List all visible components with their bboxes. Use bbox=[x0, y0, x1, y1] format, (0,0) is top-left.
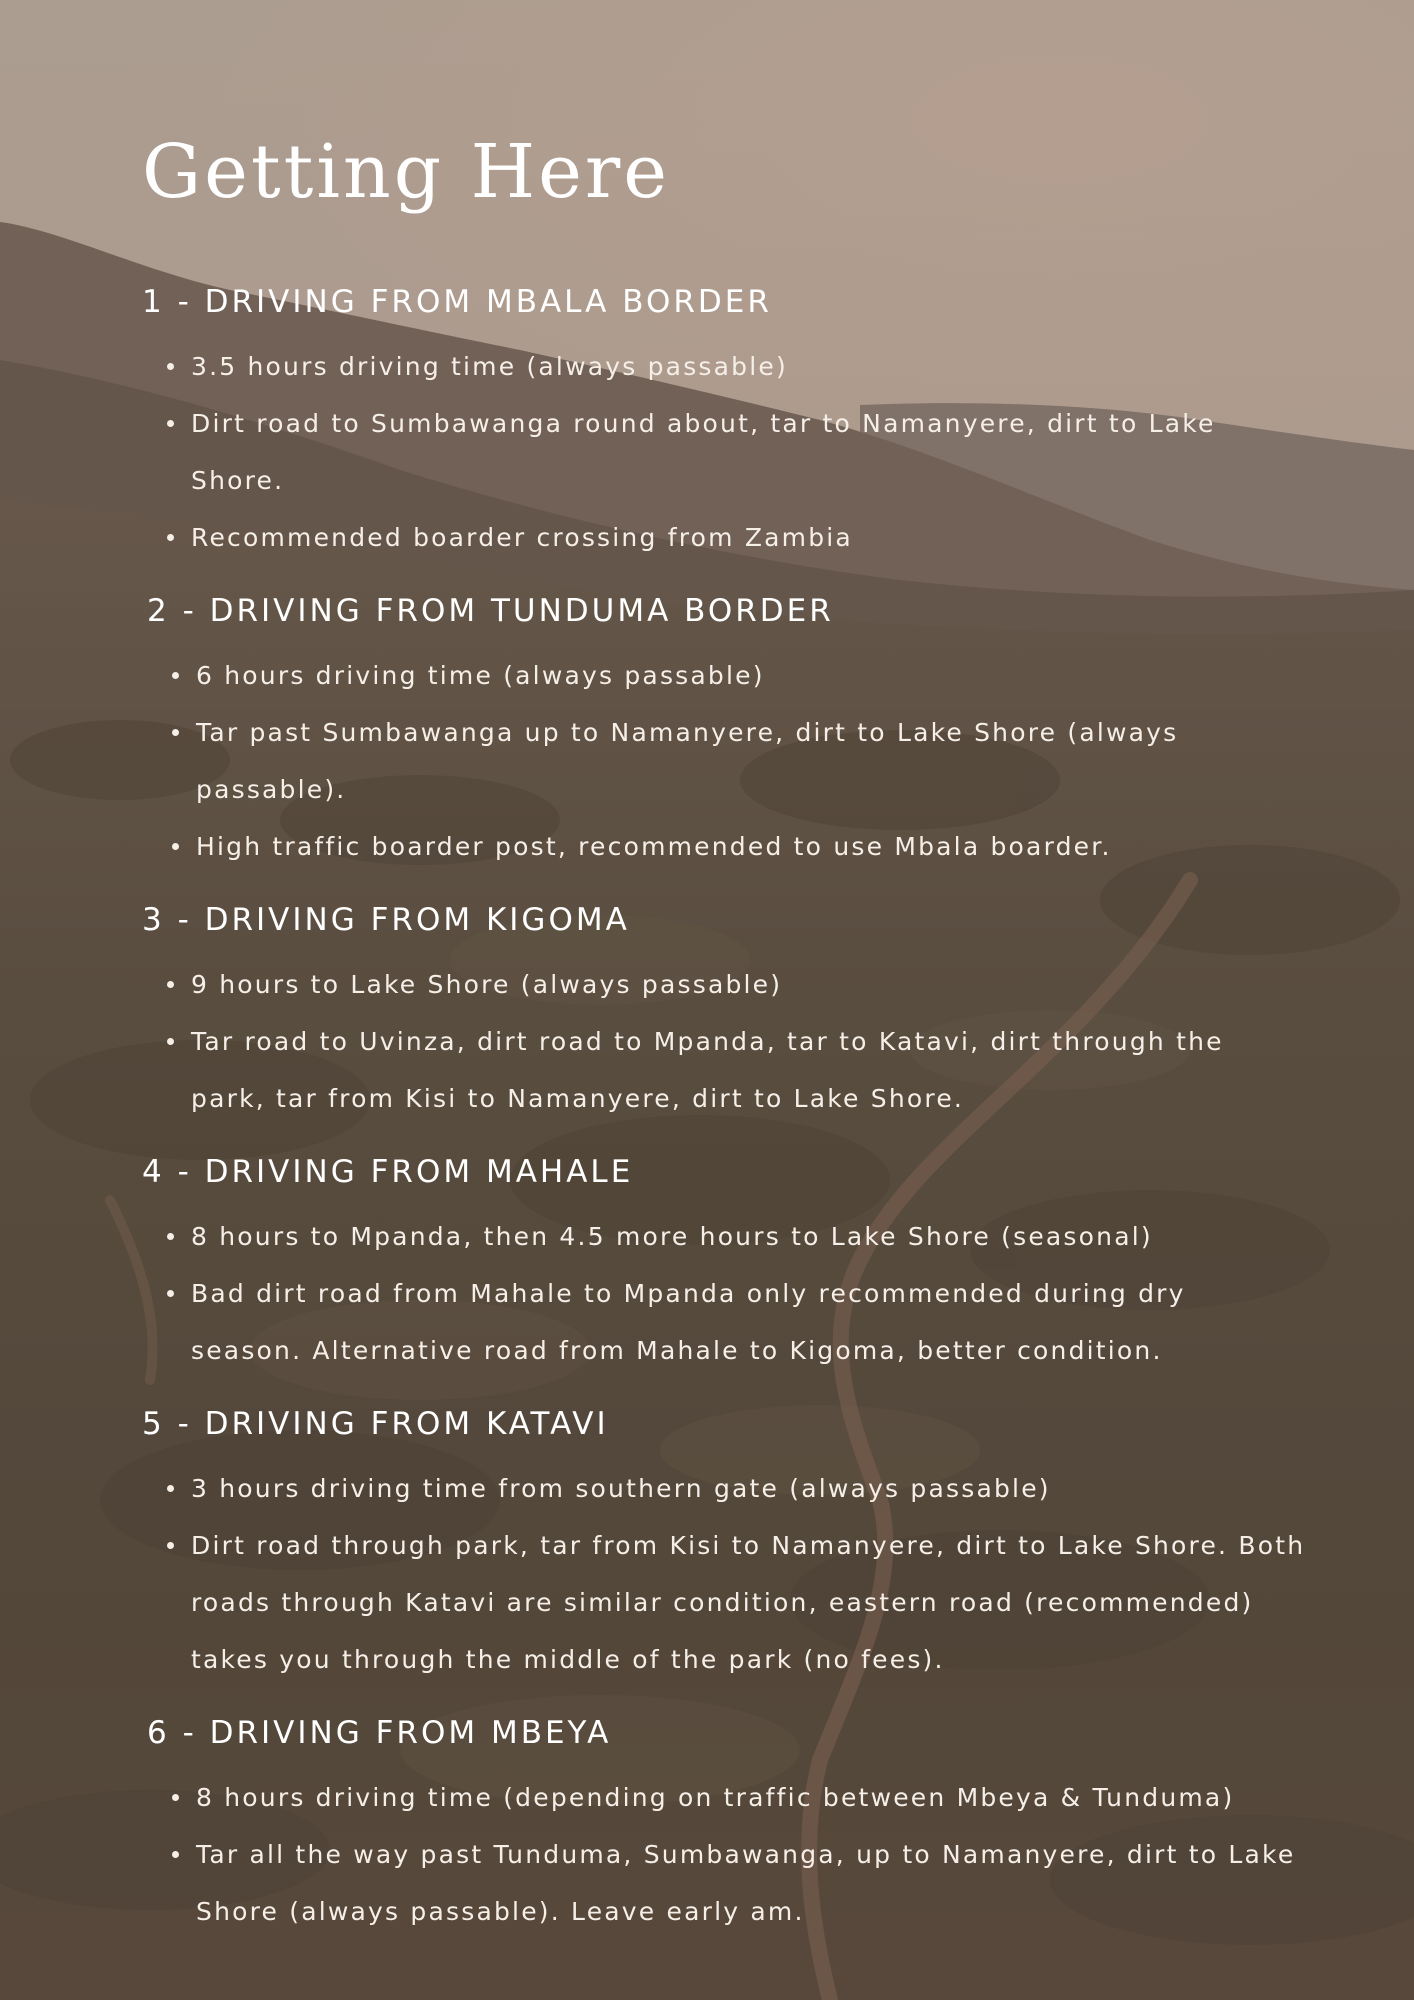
section-heading: 4 - DRIVING FROM MAHALE bbox=[142, 1154, 634, 1190]
section-mahale bbox=[142, 1150, 1322, 1379]
bullet-icon bbox=[172, 729, 179, 736]
list-item-text: High traffic boarder post, recommended to use Mbala boarder. bbox=[196, 832, 1112, 861]
list-item bbox=[142, 1265, 1301, 1379]
section-heading: 6 - DRIVING FROM MBEYA bbox=[147, 1715, 612, 1751]
list-item bbox=[147, 818, 1326, 875]
list-item-text: Recommended boarder crossing from Zambia bbox=[191, 523, 853, 552]
section-kigoma bbox=[142, 898, 1322, 1127]
bullet-icon bbox=[167, 981, 174, 988]
list-item-text: Tar all the way past Tunduma, Sumbawanga, up to Namanyere, dirt to Lake Shore (always passable). Leave early am. bbox=[196, 1840, 1296, 1926]
section-katavi bbox=[142, 1402, 1322, 1688]
bullet-icon bbox=[172, 672, 179, 679]
bullet-icon bbox=[172, 843, 179, 850]
list-item-text: 3 hours driving time from southern gate (always passable) bbox=[191, 1474, 1051, 1503]
section-mbala-border bbox=[142, 280, 1322, 566]
list-item bbox=[147, 1769, 1327, 1826]
section-heading: 5 - DRIVING FROM KATAVI bbox=[142, 1406, 609, 1442]
page-title: Getting Here bbox=[142, 129, 671, 215]
bullet-icon bbox=[167, 534, 174, 541]
bullet-icon bbox=[172, 1851, 179, 1858]
section-mbeya bbox=[147, 1711, 1327, 1940]
list-item bbox=[142, 1208, 1321, 1265]
list-item bbox=[147, 647, 1326, 704]
bullet-icon bbox=[167, 1485, 174, 1492]
bullet-icon bbox=[167, 420, 174, 427]
list-item bbox=[142, 956, 1321, 1013]
bullet-icon bbox=[167, 1038, 174, 1045]
list-item-text: Bad dirt road from Mahale to Mpanda only recommended during dry season. Alternative road from Mahale to Kigoma, better condition. bbox=[191, 1279, 1186, 1365]
list-item bbox=[147, 704, 1296, 818]
bullet-list bbox=[147, 647, 1327, 875]
list-item bbox=[147, 1826, 1296, 1940]
bullet-list bbox=[142, 956, 1322, 1127]
list-item-text: Tar past Sumbawanga up to Namanyere, dirt to Lake Shore (always passable). bbox=[196, 718, 1179, 804]
section-heading: 3 - DRIVING FROM KIGOMA bbox=[142, 902, 630, 938]
list-item-text: 8 hours to Mpanda, then 4.5 more hours to Lake Shore (seasonal) bbox=[191, 1222, 1153, 1251]
list-item bbox=[142, 509, 1321, 566]
bullet-icon bbox=[167, 1542, 174, 1549]
section-heading: 2 - DRIVING FROM TUNDUMA BORDER bbox=[147, 593, 834, 629]
list-item-text: 3.5 hours driving time (always passable) bbox=[191, 352, 788, 381]
list-item bbox=[142, 1013, 1271, 1127]
section-heading: 1 - DRIVING FROM MBALA BORDER bbox=[142, 284, 772, 320]
bullet-list bbox=[142, 1208, 1322, 1379]
list-item-text: 6 hours driving time (always passable) bbox=[196, 661, 765, 690]
bullet-icon bbox=[167, 1290, 174, 1297]
list-item-text: 8 hours driving time (depending on traffic between Mbeya & Tunduma) bbox=[196, 1783, 1235, 1812]
list-item-text: Dirt road through park, tar from Kisi to Namanyere, dirt to Lake Shore. Both roads through Katavi are similar condition, eastern road (recommended) takes you through the middle of the park (no fees). bbox=[191, 1531, 1306, 1674]
bullet-list bbox=[142, 338, 1322, 566]
list-item bbox=[142, 395, 1291, 509]
bullet-icon bbox=[167, 1233, 174, 1240]
list-item-text: 9 hours to Lake Shore (always passable) bbox=[191, 970, 783, 999]
list-item bbox=[142, 338, 1321, 395]
bullet-icon bbox=[172, 1794, 179, 1801]
list-item-text: Dirt road to Sumbawanga round about, tar to Namanyere, dirt to Lake Shore. bbox=[191, 409, 1216, 495]
list-item bbox=[142, 1517, 1311, 1688]
list-item-text: Tar road to Uvinza, dirt road to Mpanda, tar to Katavi, dirt through the park, tar from Kisi to Namanyere, dirt to Lake Shore. bbox=[191, 1027, 1224, 1113]
bullet-icon bbox=[167, 363, 174, 370]
list-item bbox=[142, 1460, 1321, 1517]
section-tunduma-border bbox=[147, 589, 1327, 875]
bullet-list bbox=[142, 1460, 1322, 1688]
bullet-list bbox=[147, 1769, 1327, 1940]
